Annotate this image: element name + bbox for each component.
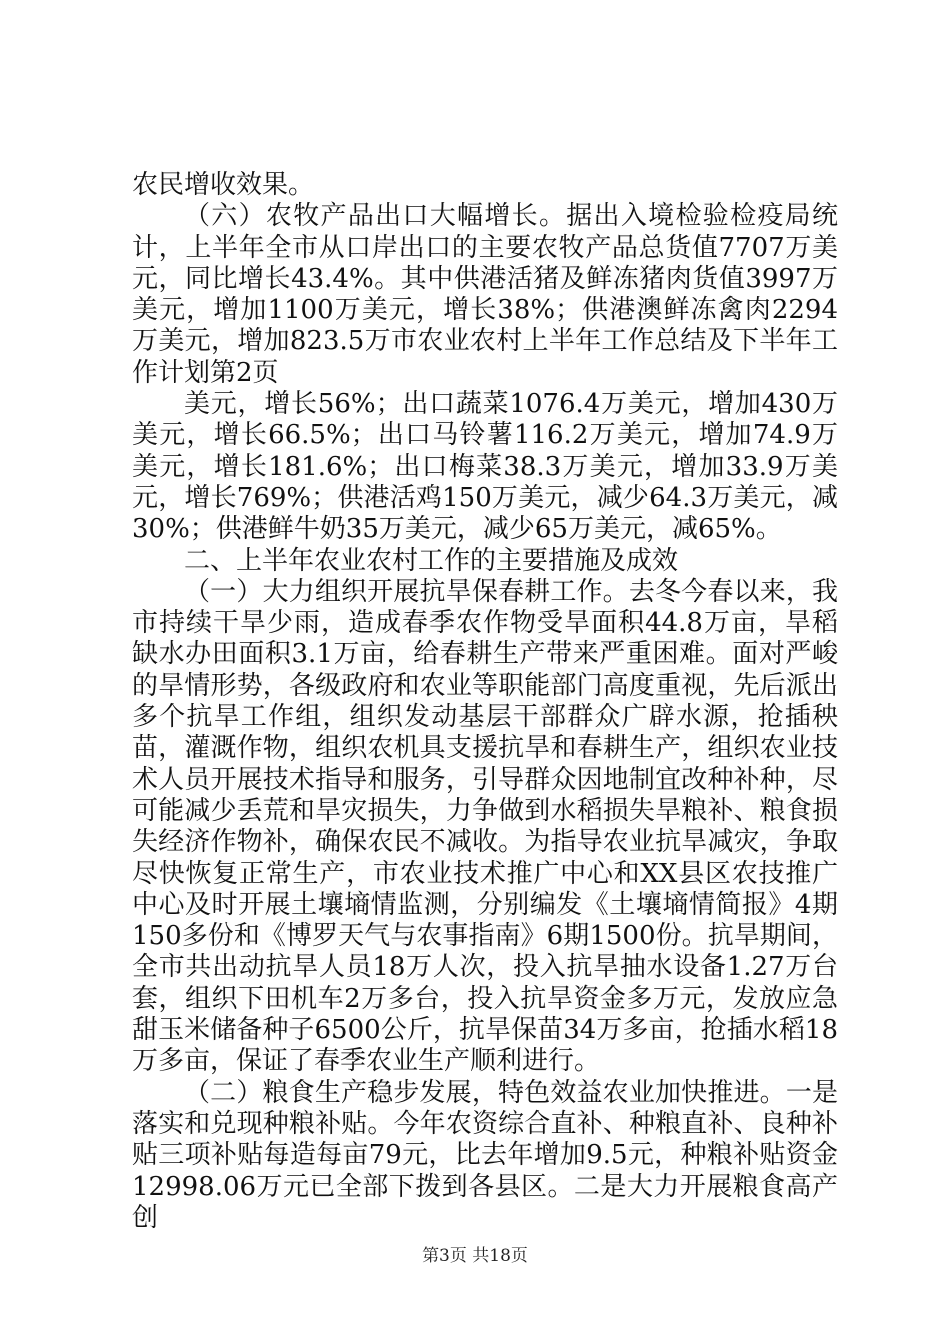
paragraph-export-details: 美元，增长56%；出口蔬菜1076.4万美元，增加430万美元，增长66.5%；出口马铃薯116.2万美元，增加74.9万美元，增长181.6%；出口梅菜38.3万美元，增加33.9万美元，增长769%；供港活鸡150万美元，减少64.3万美元，减30%；供港鲜牛奶35万美元，减少65万美元，减65%。 xyxy=(132,389,838,545)
paragraph-grain-production: （二）粮食生产稳步发展，特色效益农业加快推进。一是落实和兑现种粮补贴。今年农资综合直补、种粮直补、良种补贴三项补贴每造每亩79元，比去年增加9.5元，种粮补贴资金12998.06万元已全部下拨到各县区。二是大力开展粮食高产创 xyxy=(132,1077,838,1233)
paragraph-drought-relief: （一）大力组织开展抗旱保春耕工作。去冬今春以来，我市持续干旱少雨，造成春季农作物受旱面积44.8万亩，旱稻缺水办田面积3.1万亩，给春耕生产带来严重困难。面对严峻的旱情形势，各级政府和农业等职能部门高度重视，先后派出多个抗旱工作组，组织发动基层干部群众广辟水源，抢插秧苗，灌溉作物，组织农机具支援抗旱和春耕生产，组织农业技术人员开展技术指导和服务，引导群众因地制宜改种补种，尽可能减少丢荒和旱灾损失，力争做到水稻损失旱粮补、粮食损失经济作物补，确保农民不减收。为指导农业抗旱减灾，争取尽快恢复正常生产，市农业技术推广中心和XX县区农技推广中心及时开展土壤墒情监测，分别编发《土壤墒情简报》4期150多份和《博罗天气与农事指南》6期1500份。抗旱期间，全市共出动抗旱人员18万人次，投入抗旱抽水设备1.27万台套，组织下田机车2万多台，投入抗旱资金多万元，发放应急甜玉米储备种子6500公斤，抗旱保苗34万多亩，抢插水稻18万多亩，保证了春季农业生产顺利进行。 xyxy=(132,576,838,1077)
paragraph-continuation: 农民增收效果。 xyxy=(132,170,315,200)
paragraph-export-growth: （六）农牧产品出口大幅增长。据出入境检验检疫局统计，上半年全市从口岸出口的主要农牧产品总货值7707万美元，同比增长43.4%。其中供港活猪及鲜冻猪肉货值3997万美元，增加1100万美元，增长38%；供港澳鲜冻禽肉2294万美元，增加823.5万市农业农村上半年工作总结及下半年工作计划第2页 xyxy=(132,201,838,388)
section-heading: 二、上半年农业农村工作的主要措施及成效 xyxy=(184,545,679,576)
document-body xyxy=(132,170,838,1234)
page-footer: 第3页 共18页 xyxy=(422,1246,528,1266)
